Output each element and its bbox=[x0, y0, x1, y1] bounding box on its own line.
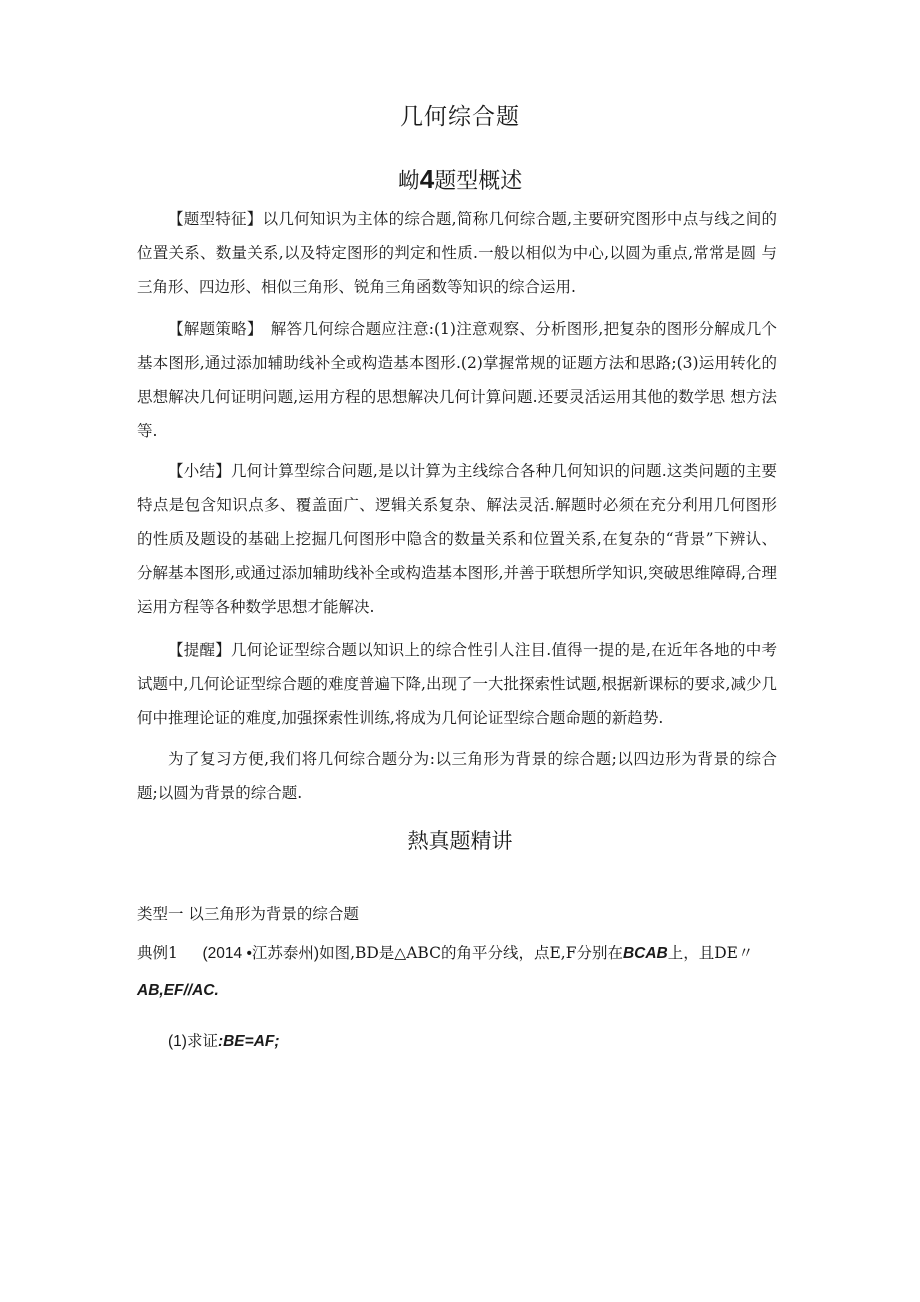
question1-prefix: (1)求证 bbox=[168, 1033, 218, 1050]
reminder-label: 【提醒】 bbox=[168, 641, 232, 659]
paragraph-summary bbox=[137, 454, 777, 624]
strategy-label: 【解题策略】 bbox=[168, 320, 256, 338]
page-title: 几何综合题 bbox=[400, 104, 520, 130]
paragraph-features bbox=[137, 202, 777, 304]
overview-heading bbox=[0, 164, 920, 195]
overview-number: 4 bbox=[419, 164, 435, 194]
reminder-text: 几何论证型综合题以知识上的综合性引人注目.值得一提的是,在近年各地的中考试题中,几何论证型综合题的难度普遍下降,出现了一大批探索性试题,根据新课标的要求,减少几何中推理论证的难度,加强探索性训练,将成为几何论证型综合题命题的新趋势. bbox=[137, 641, 777, 727]
example-text-c: 上，且DE〃 bbox=[667, 944, 754, 962]
summary-label: 【小结】 bbox=[168, 462, 232, 480]
overview-text: 题型概述 bbox=[434, 169, 523, 194]
overview-prefix: 岰 bbox=[397, 169, 420, 194]
example-line2: AB,EF//AC. bbox=[137, 982, 219, 999]
question-1 bbox=[168, 1029, 280, 1051]
classification-text: 为了复习方便,我们将几何综合题分为:以三角形为背景的综合题;以四边形为背景的综合题;以圆为背景的综合题. bbox=[137, 750, 777, 802]
strategy-text: 解答几何综合题应注意:(1)注意观察、分析图形,把复杂的图形分解成几个基本图形,通过添加辅助线补全或构造基本图形.(2)掌握常规的证题方法和思路;(3)运用转化的思想解决几何证明问题,运用方程的思想解决几何计算问题.还要灵活运用其他的数学思 想方法等. bbox=[137, 320, 777, 440]
summary-text: 几何计算型综合问题,是以计算为主线综合各种几何知识的问题.这类问题的主要特点是包含知识点多、覆盖面广、逻辑关系复杂、解法灵活.解题时必须在充分利用几何图形的性质及题设的基础上挖掘几何图形中隐含的数量关系和位置关系,在复杂的“背景”下辨认、分解基本图形,或通过添加辅助线补全或构造基本图形,并善于联想所学知识,突破思维障碍,合理运用方程等各种数学思想才能解决. bbox=[137, 462, 777, 616]
question1-formula: :BE=AF; bbox=[217, 1033, 280, 1050]
example-source: (2014 •江苏泰州) bbox=[202, 945, 320, 962]
example-1 bbox=[137, 941, 754, 963]
paragraph-classification bbox=[137, 742, 777, 810]
example-label: 典例1 bbox=[137, 944, 178, 962]
paragraph-strategy bbox=[137, 312, 777, 448]
example-text-b: BCAB bbox=[622, 945, 668, 962]
features-label: 【题型特征】 bbox=[168, 210, 263, 228]
section-heading: 熱真题精讲 bbox=[407, 829, 513, 853]
example-text-a: 如图,BD是△ABC的角平分线，点E,F分别在 bbox=[319, 944, 623, 962]
type1-heading: 类型一 以三角形为背景的综合题 bbox=[137, 905, 359, 923]
paragraph-reminder bbox=[137, 633, 777, 735]
features-text: 以几何知识为主体的综合题,简称几何综合题,主要研究图形中点与线之间的位置关系、数量关系,以及特定图形的判定和性质.一般以相似为中心,以圆为重点,常常是圆 与三角形、四边形、相似三角形、锐角三角函数等知识的综合运用. bbox=[137, 210, 777, 296]
